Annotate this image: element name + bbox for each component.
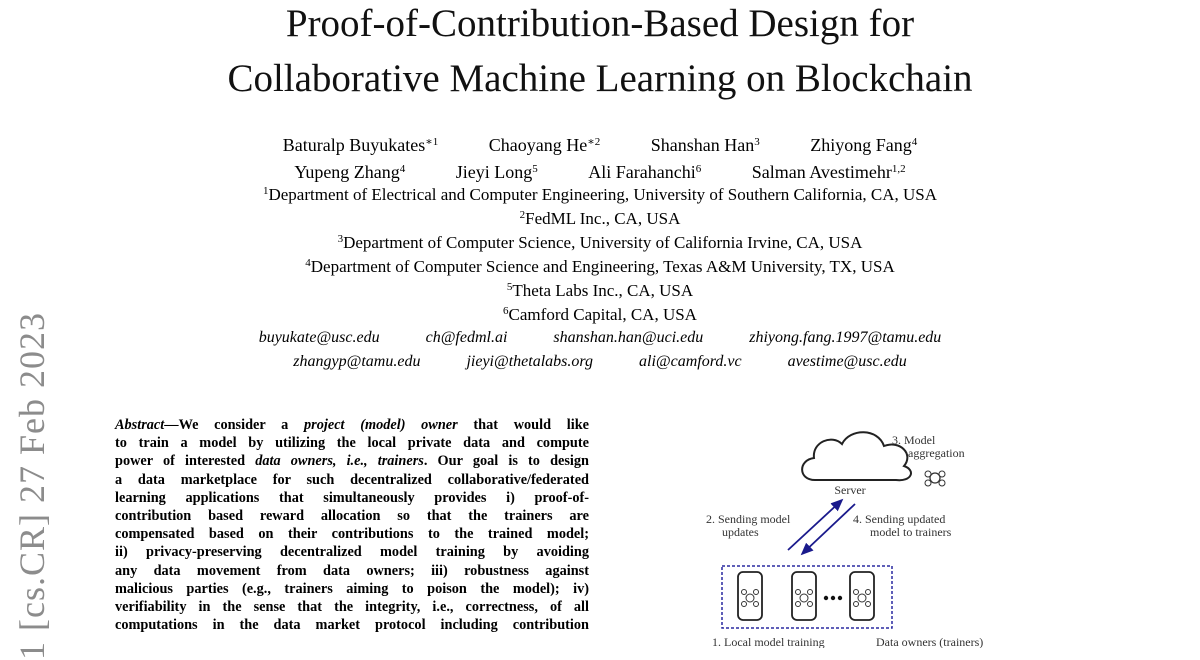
author: Salman Avestimehr$^{1,2}$ bbox=[751, 162, 906, 182]
affiliation: $^5$Theta Labs Inc., CA, USA bbox=[506, 281, 694, 300]
paper-title bbox=[0, 0, 1200, 106]
email-row-1 bbox=[0, 326, 1200, 350]
author-row-1 bbox=[0, 132, 1200, 159]
author: Yupeng Zhang$^4$ bbox=[294, 162, 406, 182]
author: Shanshan Han$^3$ bbox=[650, 135, 760, 155]
server-label: Server bbox=[834, 483, 866, 497]
step3-label: 3. Model bbox=[892, 433, 936, 447]
author: Chaoyang $He^{∗2}$ bbox=[488, 135, 601, 155]
step4-label-2: model to trainers bbox=[870, 525, 952, 539]
step3-label-2: aggregation bbox=[908, 446, 965, 460]
email: buyukate@usc.edu bbox=[258, 329, 380, 346]
aggregation-icon bbox=[925, 471, 945, 486]
phone-icon bbox=[738, 572, 762, 620]
email: zhangyp@tamu.edu bbox=[293, 353, 421, 370]
email: jieyi@thetalabs.org bbox=[466, 353, 594, 370]
phone-icon bbox=[792, 572, 816, 620]
phone-icon bbox=[850, 572, 874, 620]
step2-label-2: updates bbox=[722, 525, 759, 539]
author-list bbox=[0, 132, 1200, 186]
abstract: Abstract—We consider a project (model) owner that would like to train a model by utilizing the local private data and compute power of interested data owners, i.e., trainers. Our goal is to design a data marketplace for such decentralized collaborative/federated learning applications that simultaneously provides i) proof-of- contribution based reward allocation so that the trainers are compensated based on their contributions to the trained model; ii) privacy-preserving decentralized model training by avoiding any data movement from data owners; iii) robustness against malicious parties (e.g., trainers aiming to poison the model); iv) verifiability in the sense that the integrity, i.e., correctness, of all computations in the data market protocol including contribution bbox=[115, 417, 589, 634]
ellipsis-icon bbox=[824, 596, 842, 600]
affiliation-list bbox=[0, 183, 1200, 327]
email: zhiyong.fang.1997@tamu.edu bbox=[749, 329, 942, 346]
step4-label: 4. Sending updated bbox=[853, 512, 946, 526]
email: ali@camford.vc bbox=[639, 353, 742, 370]
arxiv-stamp: 1 [cs.CR] 27 Feb 2023 bbox=[12, 312, 52, 660]
system-diagram bbox=[690, 420, 1020, 648]
title-line-1: Proof-of-Contribution-Based Design for bbox=[285, 2, 915, 45]
step1-label: 1. Local model training bbox=[712, 635, 825, 648]
author: Ali Farahanchi$^6$ bbox=[588, 162, 702, 182]
author: Baturalp Buyukates$^{∗1}$ bbox=[282, 135, 439, 155]
email: avestime@usc.edu bbox=[787, 353, 907, 370]
affiliation: $^3$Department of Computer Science, University of California Irvine, CA, USA bbox=[337, 233, 863, 252]
email: shanshan.han@uci.edu bbox=[553, 329, 704, 346]
affiliation: $^2$FedML Inc., CA, USA bbox=[519, 209, 681, 228]
title-line-2: Collaborative Machine Learning on Blockchain bbox=[227, 57, 973, 100]
affiliation: $^6$Camford Capital, CA, USA bbox=[503, 305, 697, 324]
step2-label: 2. Sending model bbox=[706, 512, 791, 526]
author: Jieyi Long$^5$ bbox=[455, 162, 538, 182]
affiliation: $^4$Department of Computer Science and Engineering, Texas A&M University, TX, USA bbox=[305, 257, 895, 276]
author-row-2 bbox=[0, 159, 1200, 186]
author: Zhiyong Fang$^4$ bbox=[810, 135, 918, 155]
email-list bbox=[0, 326, 1200, 374]
email: ch@fedml.ai bbox=[425, 329, 508, 346]
data-owners-label: Data owners (trainers) bbox=[876, 635, 984, 648]
abstract-heading: Abstract bbox=[115, 417, 165, 433]
affiliation: $^1$Department of Electrical and Computer Engineering, University of Southern California, CA, USA bbox=[262, 185, 937, 204]
email-row-2 bbox=[0, 350, 1200, 374]
